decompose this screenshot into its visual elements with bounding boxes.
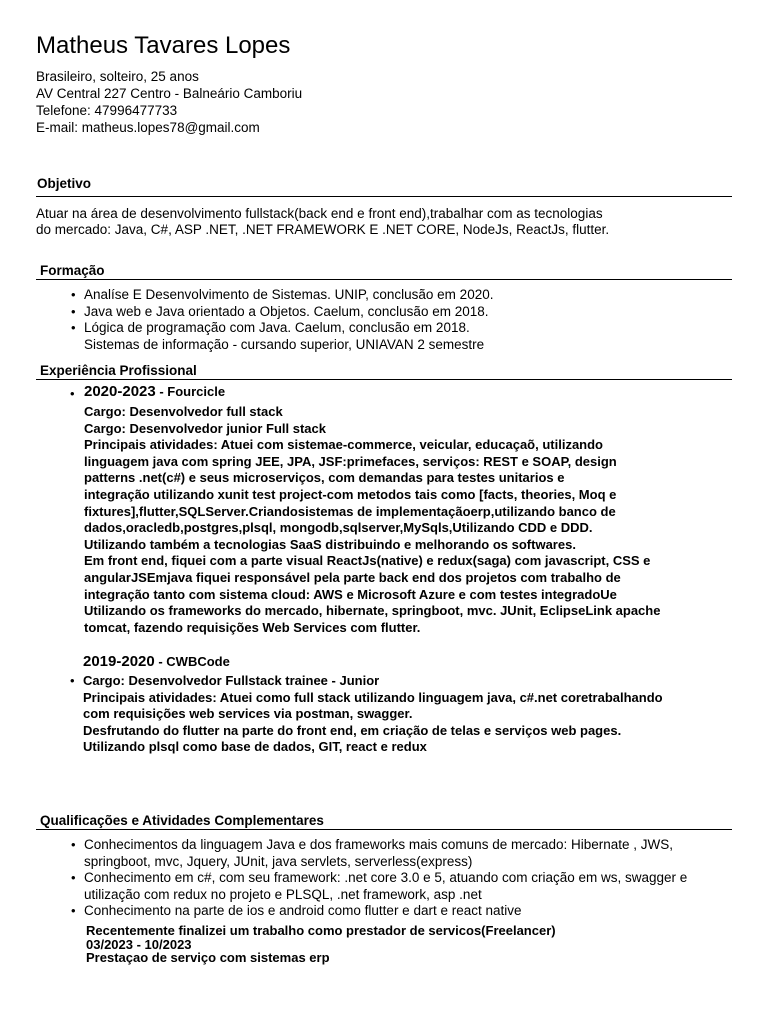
phone: Telefone: 47996477733 — [36, 103, 178, 118]
section-divider — [36, 279, 732, 280]
list-item — [84, 887, 687, 904]
objetivo-line: do mercado: Java, C#, ASP .NET, .NET FRAMEWORK E .NET CORE, NodeJs, ReactJs, flutter. — [36, 222, 610, 237]
freelancer-line: Prestaçao de serviço com sistemas erp — [86, 950, 330, 965]
job-header — [84, 384, 225, 401]
section-title-objetivo: Objetivo — [37, 176, 92, 191]
section-divider — [36, 379, 732, 380]
job-line: Em front end, fiquei com a parte visual ReactJs(native) e redux(saga) com javascript, CSS e — [84, 553, 651, 569]
section-title-formacao: Formação — [40, 263, 105, 278]
job-line: Utilizando os frameworks do mercado, hibernate, springboot, mvc. JUnit, EclipseLink apache — [84, 603, 661, 619]
job-line: integração utilizando xunit test project-com metodos tais como [facts, theories, Moq e — [84, 486, 617, 502]
qualificacao-line: Conhecimentos da linguagem Java e dos frameworks mais comuns de mercado: Hibernate , JWS, — [84, 837, 674, 852]
qualificacao-line: Conhecimento em c#, com seu framework: .net core 3.0 e 5, atuando com criação em ws, swagger e — [84, 870, 688, 885]
bullet-icon: • — [71, 303, 76, 319]
job-line: linguagem java com spring JEE, JPA, JSF:primefaces, serviços: REST e SOAP, design — [84, 453, 617, 469]
bullet-icon: • — [71, 320, 76, 335]
formacao-extra: Sistemas de informação - cursando superior, UNIAVAN 2 semestre — [84, 336, 485, 352]
bullet-icon: • — [70, 386, 75, 401]
job-line: Principais atividades: Atuei como full stack utilizando linguagem java, c#.net coretrabalhando — [83, 689, 663, 705]
qualificacao-line: utilização com redux no projeto e PLSQL, .net framework, asp .net — [84, 886, 482, 902]
bullet-icon: • — [71, 903, 76, 918]
formacao-item: Lógica de programação com Java. Caelum, conclusão em 2018. — [84, 320, 470, 335]
job-details — [83, 673, 663, 756]
job-line: dados,oracledb,postgres,plsql, mongodb,sqlserver,MySqls,Utilizando CDD e DDD. — [84, 520, 593, 536]
section-divider — [36, 196, 732, 197]
job-line: Cargo: Desenvolvedor junior Full stack — [84, 420, 326, 436]
personal-info: Brasileiro, solteiro, 25 anos — [36, 69, 199, 84]
job-company: - Fourcicle — [155, 384, 226, 399]
bullet-icon: • — [71, 287, 76, 302]
job-line: fixtures],flutter,SQLServer.Criandosistemas de implementaçãoerp,utilizando banco de — [84, 503, 616, 519]
section-title-experiencia: Experiência Profissional — [40, 363, 197, 378]
job-line: tomcat, fazendo requisições Web Services com flutter. — [84, 619, 421, 635]
job-line: Principais atividades: Atuei com sistemae-commerce, veicular, educaçaõ, utilizando — [84, 437, 603, 453]
list-item — [71, 837, 687, 854]
job-line: Desfrutando do flutter na parte do front end, em criação de telas e serviços web pages. — [83, 722, 622, 738]
list-item — [71, 903, 687, 920]
bullet-icon: • — [71, 870, 76, 885]
job-company: - CWBCode — [154, 654, 230, 669]
job-years: 2020-2023 — [84, 383, 156, 400]
qualificacao-line: Conhecimento na parte de ios e android como flutter e dart e react native — [84, 903, 522, 918]
email: E-mail: matheus.lopes78@gmail.com — [36, 120, 260, 135]
job-details — [84, 404, 660, 636]
section-divider — [36, 829, 732, 830]
list-item — [71, 320, 493, 337]
job-line: Cargo: Desenvolvedor Fullstack trainee - Junior — [83, 673, 380, 688]
objetivo-line: Atuar na área de desenvolvimento fullstack(back end e front end),trabalhar com as tecnologias — [36, 206, 603, 221]
bullet-icon: • — [71, 837, 76, 852]
job-line: patterns .net(c#) e seus microserviços, com demandas para testes unitarios e — [84, 470, 565, 486]
job-header — [83, 654, 230, 671]
freelancer-dates: 03/2023 - 10/2023 — [86, 936, 192, 952]
job-line: angularJSEmjava fiquei responsável pela parte back end dos projetos com trabalho de — [84, 569, 621, 585]
list-item — [84, 854, 687, 871]
list-item — [84, 337, 493, 354]
job-years: 2019-2020 — [83, 653, 155, 670]
address: AV Central 227 Centro - Balneário Camboriu — [36, 86, 303, 101]
list-item — [71, 287, 494, 304]
formacao-list — [71, 287, 494, 353]
formacao-item: Java web e Java orientado a Objetos. Caelum, conclusão em 2018. — [84, 303, 489, 319]
formacao-item: Analíse E Desenvolvimento de Sistemas. UNIP, conclusão em 2020. — [84, 287, 494, 302]
job-line: Utilizando plsql como base de dados, GIT, react e redux — [83, 739, 427, 755]
job-line: Cargo: Desenvolvedor full stack — [84, 404, 283, 419]
qualificacao-line: springboot, mvc, Jquery, JUnit, java servlets, serverless(express) — [84, 853, 473, 869]
section-title-qualificacoes: Qualificações e Atividades Complementares — [40, 813, 324, 828]
qualificacoes-list — [71, 837, 688, 920]
bullet-icon: • — [70, 673, 75, 688]
freelancer-note — [86, 924, 556, 965]
job-line: com requisições web services via postman, swagger. — [83, 706, 413, 722]
list-item — [71, 870, 688, 887]
freelancer-line: Recentemente finalizei um trabalho como prestador de servicos(Freelancer) — [86, 923, 556, 938]
list-item — [71, 303, 493, 321]
job-line: integração tanto com sistema cloud: AWS e Microsoft Azure e com testes integradoUe — [84, 586, 617, 602]
candidate-name: Matheus Tavares Lopes — [36, 32, 291, 59]
job-line: Utilizando também a tecnologias SaaS distribuindo e melhorando os softwares. — [84, 536, 576, 552]
